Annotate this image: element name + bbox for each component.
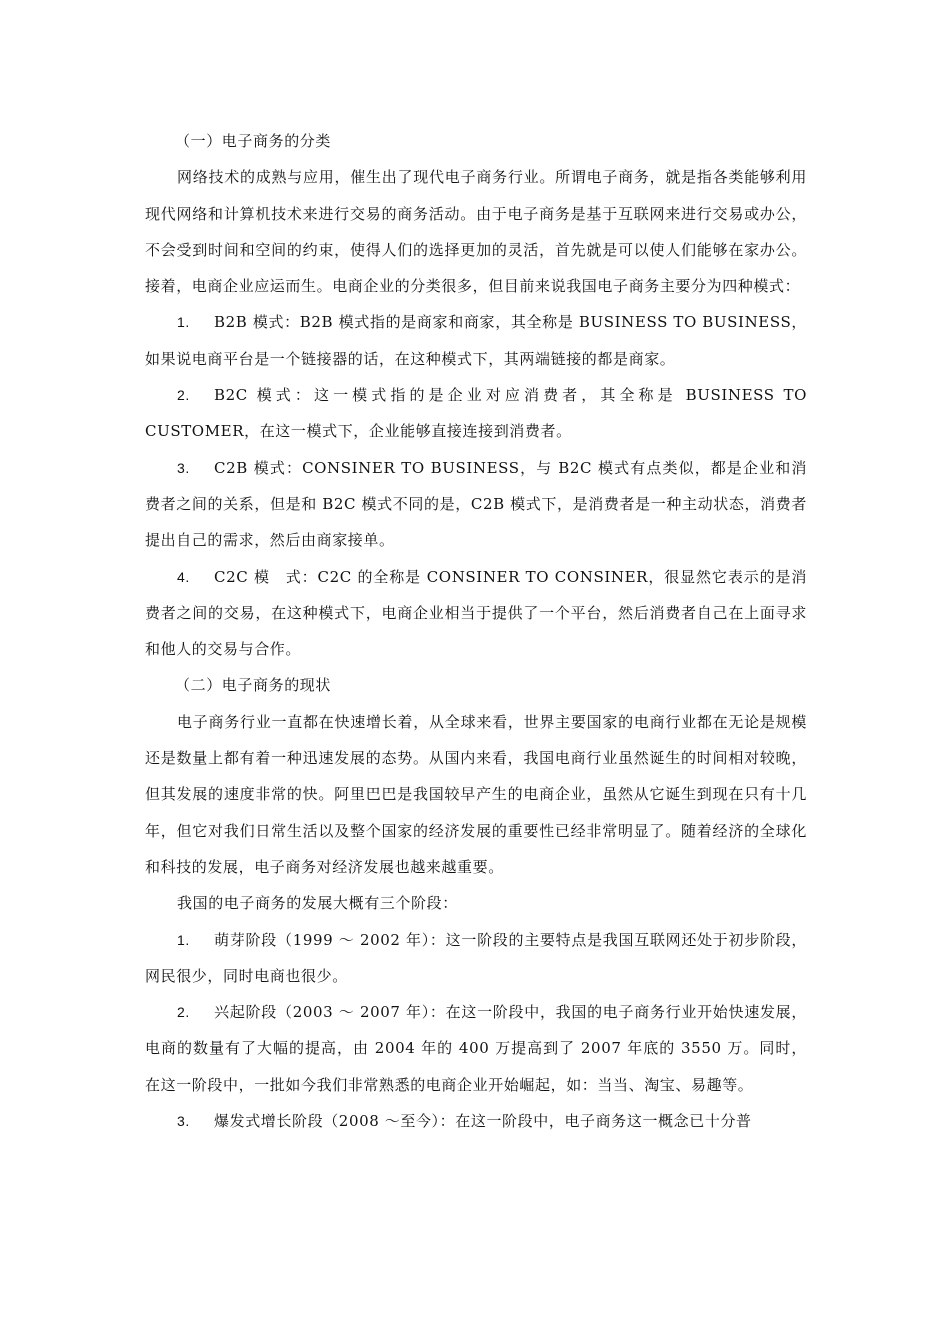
section-heading-status: （二）电子商务的现状 — [175, 676, 332, 695]
list-item-text: 萌芽阶段（1999 ～ 2002 年）：这一阶段的主要特点是我国互联网还处于初步阶段，网民很少，同时电商也很少。 — [145, 930, 807, 985]
list-number: 2. — [177, 387, 190, 404]
paragraph-stages-intro: 我国的电子商务的发展大概有三个阶段： — [177, 894, 458, 913]
list-item-c2b — [145, 450, 807, 559]
list-item-stage-1 — [145, 922, 807, 995]
list-item-text: C2C 模 式：C2C 的全称是 CONSINER TO CONSINER，很显然它表示的是消费者之间的交易，在这种模式下，电商企业相当于提供了一个平台，然后消费者自己在上面寻求和他人的交易与合作。 — [145, 567, 807, 659]
list-item-b2b — [145, 304, 807, 377]
list-number: 1. — [177, 314, 190, 331]
list-number: 3. — [177, 459, 190, 476]
list-item-text: B2B 模式：B2B 模式指的是商家和商家，其全称是 BUSINESS TO BUSINESS，如果说电商平台是一个链接器的话，在这种模式下，其两端链接的都是商家。 — [145, 313, 807, 368]
list-item-c2c — [145, 559, 807, 668]
list-item-text: 兴起阶段（2003 ～ 2007 年）：在这一阶段中，我国的电子商务行业开始快速发展，电商的数量有了大幅的提高，由 2004 年的 400 万提高到了 2007 年底的 3550 万。同时，在这一阶段中，一批如今我们非常熟悉的电商企业开始崛起，如：当当、淘宝、易趣等。 — [145, 1003, 807, 1094]
list-number: 4. — [177, 568, 190, 585]
list-number: 1. — [177, 931, 190, 948]
paragraph-intro: 网络技术的成熟与应用，催生出了现代电子商务行业。所谓电子商务，就是指各类能够利用现代网络和计算机技术来进行交易的商务活动。由于电子商务是基于互联网来进行交易或办公，不会受到时间和空间的约束，使得人们的选择更加的灵活，首先就是可以使人们能够在家办公。接着，电商企业应运而生。电商企业的分类很多，但目前来说我国电子商务主要分为四种模式： — [145, 168, 807, 296]
list-item-text: 爆发式增长阶段（2008 ～至今）：在这一阶段中，电子商务这一概念已十分普 — [214, 1112, 752, 1131]
list-item-text: C2B 模式：CONSINER TO BUSINESS，与 B2C 模式有点类似，都是企业和消费者之间的关系，但是和 B2C 模式不同的是，C2B 模式下，是消费者是一种主动状态，消费者提出自己的需求，然后由商家接单。 — [145, 458, 807, 550]
section-heading-classification: （一）电子商务的分类 — [175, 132, 332, 150]
list-item-stage-2 — [145, 994, 807, 1103]
list-item-stage-3 — [145, 1103, 807, 1139]
list-item-text: B2C 模式：这一模式指的是企业对应消费者，其全称是 BUSINESS TO CUSTOMER，在这一模式下，企业能够直接连接到消费者。 — [145, 386, 807, 441]
document-body — [145, 123, 807, 1139]
paragraph-status: 电子商务行业一直都在快速增长着，从全球来看，世界主要国家的电商行业都在无论是规模还是数量上都有着一种迅速发展的态势。从国内来看，我国电商行业虽然诞生的时间相对较晚，但其发展的速度非常的快。阿里巴巴是我国较早产生的电商企业，虽然从它诞生到现在只有十几年，但它对我们日常生活以及整个国家的经济发展的重要性已经非常明显了。随着经济的全球化和科技的发展，电子商务对经济发展也越来越重要。 — [145, 712, 807, 876]
list-item-b2c — [145, 377, 807, 450]
list-number: 3. — [177, 1113, 190, 1130]
list-number: 2. — [177, 1004, 190, 1021]
